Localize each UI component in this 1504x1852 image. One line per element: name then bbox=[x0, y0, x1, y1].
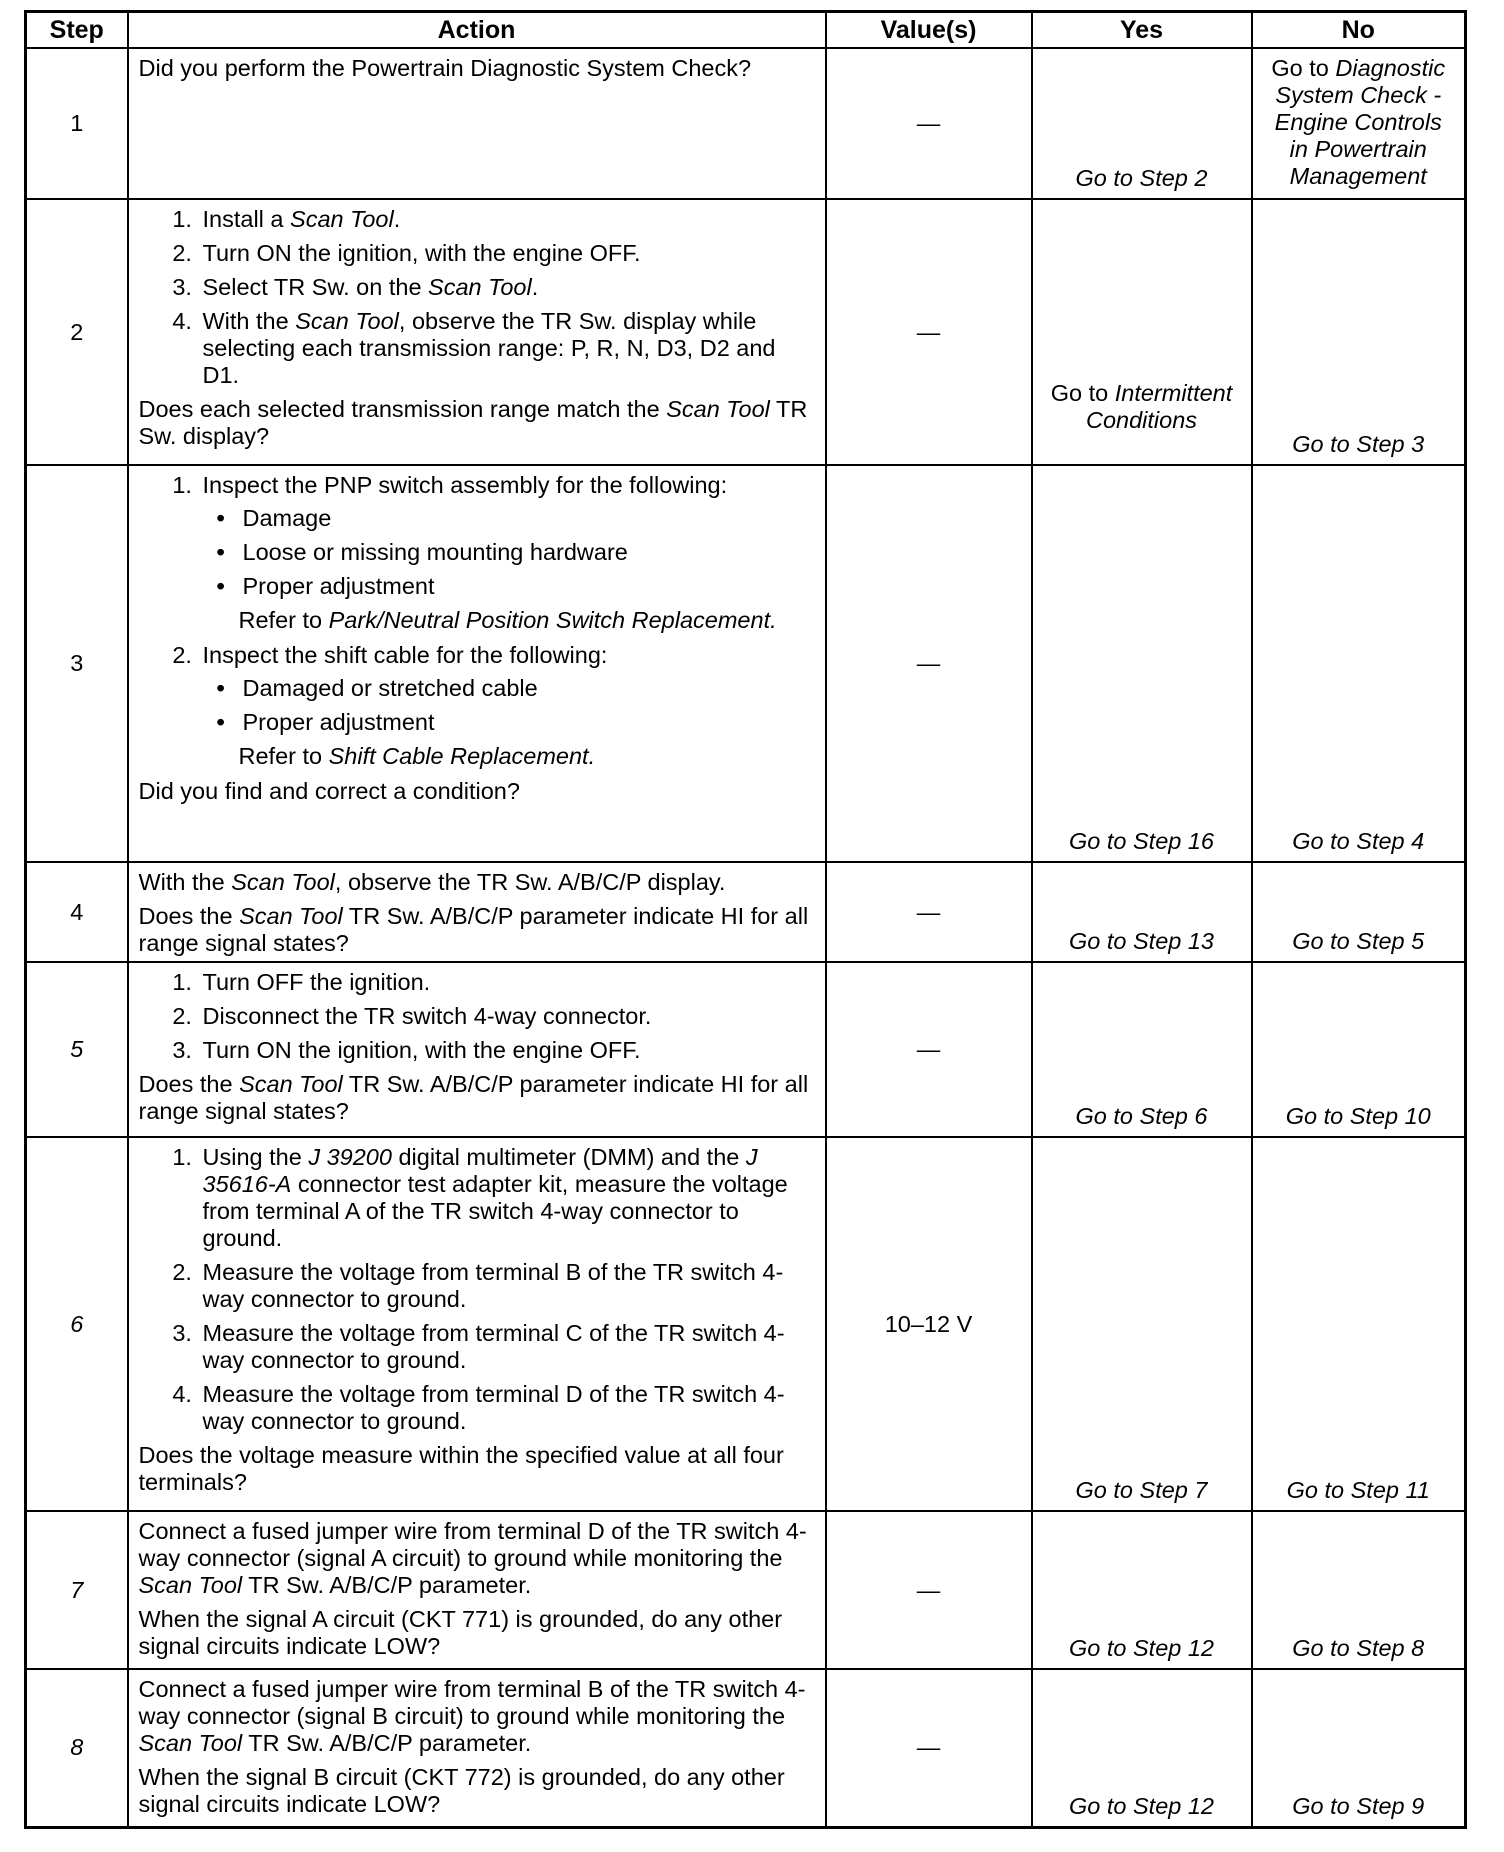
value-cell: — bbox=[826, 862, 1032, 962]
step-number: 7 bbox=[26, 1511, 128, 1669]
yes-cell bbox=[1032, 199, 1252, 465]
value-cell: — bbox=[826, 199, 1032, 465]
header-no: No bbox=[1252, 12, 1466, 49]
action-cell bbox=[128, 465, 826, 862]
yes-cell: Go to Step 16 bbox=[1032, 465, 1252, 862]
no-cell: Go to Step 10 bbox=[1252, 962, 1466, 1137]
value-cell: — bbox=[826, 1511, 1032, 1669]
header-values: Value(s) bbox=[826, 12, 1032, 49]
step-number: 3 bbox=[26, 465, 128, 862]
action-steps bbox=[139, 206, 817, 389]
action-step: 2. Measure the voltage from terminal B of the TR switch 4-way connector to ground. bbox=[199, 1259, 817, 1313]
step-number: 1 bbox=[26, 48, 128, 199]
no-cell: Go to Step 4 bbox=[1252, 465, 1466, 862]
action-step: 2. Disconnect the TR switch 4-way connector. bbox=[199, 1003, 817, 1030]
step-number: 2 bbox=[26, 199, 128, 465]
bullet-item: • Proper adjustment bbox=[216, 573, 435, 599]
no-cell: Go to Step 8 bbox=[1252, 1511, 1466, 1669]
action-cell bbox=[128, 962, 826, 1137]
value-cell: 10–12 V bbox=[826, 1137, 1032, 1511]
no-link: Management bbox=[1289, 163, 1427, 189]
diagnostic-table-page bbox=[24, 10, 1467, 1829]
value-cell: — bbox=[826, 48, 1032, 199]
yes-text: Go to bbox=[1050, 380, 1115, 406]
yes-cell: Go to Step 12 bbox=[1032, 1511, 1252, 1669]
step-number: 8 bbox=[26, 1669, 128, 1827]
action-step: 3. Select TR Sw. on the Scan Tool. bbox=[199, 274, 817, 301]
action-cell bbox=[128, 199, 826, 465]
question-text: When the signal A circuit (CKT 771) is grounded, do any other signal circuits indicate LOW? bbox=[138, 1606, 783, 1659]
value-cell: — bbox=[826, 1669, 1032, 1827]
action-step: 4. Measure the voltage from terminal D of the TR switch 4-way connector to ground. bbox=[199, 1381, 817, 1435]
bullet-list bbox=[203, 505, 817, 600]
action-cell bbox=[128, 1669, 826, 1827]
yes-link: Intermittent Conditions bbox=[1085, 380, 1233, 433]
reference-note: Refer to Park/Neutral Position Switch Replacement. bbox=[238, 607, 777, 633]
action-step: 1. Install a Scan Tool. bbox=[199, 206, 817, 233]
no-cell: Go to Step 9 bbox=[1252, 1669, 1466, 1827]
table-row bbox=[26, 48, 1466, 199]
no-link: Diagnostic System Check - Engine Controls bbox=[1274, 55, 1446, 135]
action-cell bbox=[128, 48, 826, 199]
table-row bbox=[26, 1669, 1466, 1827]
table-row bbox=[26, 1511, 1466, 1669]
no-cell: Go to Step 11 bbox=[1252, 1137, 1466, 1511]
table-row bbox=[26, 862, 1466, 962]
no-text: Go to bbox=[1271, 55, 1336, 81]
action-cell bbox=[128, 1511, 826, 1669]
no-cell: Go to Step 5 bbox=[1252, 862, 1466, 962]
step-number: 5 bbox=[26, 962, 128, 1137]
header-yes: Yes bbox=[1032, 12, 1252, 49]
action-step: 2. Inspect the shift cable for the following: • Damaged or stretched cable • Proper adjustment Refer to Shift Cable Replacement. bbox=[199, 642, 817, 770]
value-cell: — bbox=[826, 465, 1032, 862]
action-step: 1. Inspect the PNP switch assembly for the following: • Damage • Loose or missing mounting hardware • Proper adjustment Refer to Park/Neutral Position Switch Replacement. bbox=[199, 472, 817, 634]
table-row bbox=[26, 1137, 1466, 1511]
action-step: 4. With the Scan Tool, observe the TR Sw. display while selecting each transmission range: P, R, N, D3, D2 and D1. bbox=[199, 308, 817, 389]
question-text: Did you perform the Powertrain Diagnostic System Check? bbox=[138, 55, 752, 81]
yes-cell: Go to Step 13 bbox=[1032, 862, 1252, 962]
question-text: Does the Scan Tool TR Sw. A/B/C/P parameter indicate HI for all range signal states? bbox=[138, 1071, 809, 1124]
instruction-text: With the Scan Tool, observe the TR Sw. A/B/C/P display. bbox=[138, 869, 726, 895]
yes-cell: Go to Step 7 bbox=[1032, 1137, 1252, 1511]
yes-cell: Go to Step 6 bbox=[1032, 962, 1252, 1137]
no-link: in Powertrain bbox=[1289, 136, 1427, 162]
step-number: 4 bbox=[26, 862, 128, 962]
no-cell bbox=[1252, 48, 1466, 199]
header-action: Action bbox=[128, 12, 826, 49]
action-steps bbox=[139, 969, 817, 1064]
header-step: Step bbox=[26, 12, 128, 49]
no-cell: Go to Step 3 bbox=[1252, 199, 1466, 465]
action-cell bbox=[128, 1137, 826, 1511]
action-steps bbox=[139, 472, 817, 770]
value-cell: — bbox=[826, 962, 1032, 1137]
bullet-item: • Damaged or stretched cable bbox=[216, 675, 538, 701]
question-text: Does each selected transmission range match the Scan Tool TR Sw. display? bbox=[138, 396, 808, 449]
action-steps bbox=[139, 1144, 817, 1435]
table-row bbox=[26, 465, 1466, 862]
action-step: 3. Turn ON the ignition, with the engine OFF. bbox=[199, 1037, 817, 1064]
bullet-list bbox=[203, 675, 817, 736]
instruction-text: Connect a fused jumper wire from terminal B of the TR switch 4-way connector (signal B circuit) to ground while monitoring the Scan Tool TR Sw. A/B/C/P parameter. bbox=[138, 1676, 806, 1756]
bullet-item: • Proper adjustment bbox=[216, 709, 435, 735]
bullet-item: • Loose or missing mounting hardware bbox=[216, 539, 628, 565]
step-number: 6 bbox=[26, 1137, 128, 1511]
table-row bbox=[26, 962, 1466, 1137]
question-text: Does the voltage measure within the specified value at all four terminals? bbox=[138, 1442, 784, 1495]
question-text: When the signal B circuit (CKT 772) is grounded, do any other signal circuits indicate LOW? bbox=[138, 1764, 785, 1817]
diagnostic-table bbox=[24, 10, 1467, 1829]
reference-note: Refer to Shift Cable Replacement. bbox=[238, 743, 596, 769]
yes-cell: Go to Step 2 bbox=[1032, 48, 1252, 199]
header-row bbox=[26, 12, 1466, 49]
action-cell bbox=[128, 862, 826, 962]
action-step: 1. Turn OFF the ignition. bbox=[199, 969, 817, 996]
action-step: 1. Using the J 39200 digital multimeter (DMM) and the J 35616-A connector test adapter kit, measure the voltage from terminal A of the TR switch 4-way connector to ground. bbox=[199, 1144, 817, 1252]
instruction-text: Connect a fused jumper wire from terminal D of the TR switch 4-way connector (signal A circuit) to ground while monitoring the Scan Tool TR Sw. A/B/C/P parameter. bbox=[138, 1518, 807, 1598]
action-step: 2. Turn ON the ignition, with the engine OFF. bbox=[199, 240, 817, 267]
action-step: 3. Measure the voltage from terminal C of the TR switch 4-way connector to ground. bbox=[199, 1320, 817, 1374]
table-row bbox=[26, 199, 1466, 465]
bullet-item: • Damage bbox=[216, 505, 332, 531]
question-text: Does the Scan Tool TR Sw. A/B/C/P parameter indicate HI for all range signal states? bbox=[138, 903, 809, 956]
question-text: Did you find and correct a condition? bbox=[138, 778, 520, 804]
yes-cell: Go to Step 12 bbox=[1032, 1669, 1252, 1827]
